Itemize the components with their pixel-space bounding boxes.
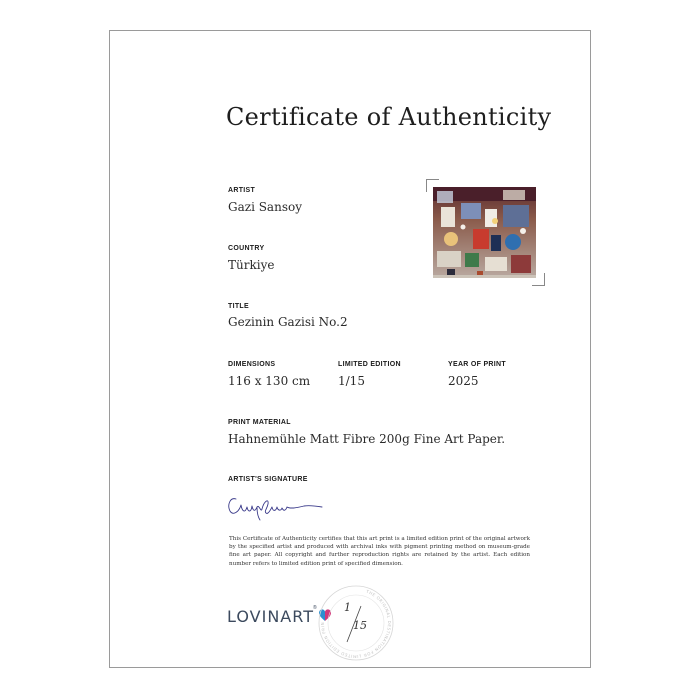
country-value: Türkiye	[228, 258, 275, 272]
certificate-disclaimer: This Certificate of Authenticity certifies that this art print is a limited edition print of the original artwork by the specified artist and produced with archival inks with pigment printing method on museum-grade fine art paper. All copyright and further reproduction rights are retained by the artist. Each edition number refers to limited edition print of specified dimension.	[229, 536, 530, 567]
country-label: COUNTRY	[228, 245, 265, 252]
title-label: TITLE	[228, 303, 249, 310]
print-material-label: PRINT MATERIAL	[228, 419, 291, 426]
artist-label: ARTIST	[228, 187, 256, 194]
print-material-value: Hahnemühle Matt Fibre 200g Fine Art Paper.	[228, 432, 506, 446]
brand-name: LOVINART	[227, 606, 314, 626]
stamp-ring-text: THE ORIGINAL DESTINATION FOR LIMITED EDITION PRIN	[319, 588, 393, 660]
artist-signature	[224, 487, 324, 521]
stamp-edition-number: 1	[344, 601, 351, 614]
artwork-thumbnail	[433, 187, 536, 278]
year-of-print-label: YEAR OF PRINT	[448, 361, 506, 368]
registered-mark: ®	[312, 605, 317, 611]
dimensions-value: 116 x 130 cm	[228, 374, 311, 388]
title-value: Gezinin Gazisi No.2	[228, 315, 348, 329]
artwork-thumbnail-frame	[426, 179, 545, 286]
lovinart-logo	[227, 604, 332, 628]
artist-value: Gazi Sansoy	[228, 200, 302, 214]
certificate-card	[109, 30, 591, 668]
certificate-title: Certificate of Authenticity	[226, 103, 552, 131]
limited-edition-value: 1/15	[338, 374, 365, 388]
dimensions-label: DIMENSIONS	[228, 361, 276, 368]
year-of-print-value: 2025	[448, 374, 479, 388]
stamp-edition-total: 15	[353, 619, 367, 632]
limited-edition-label: LIMITED EDITION	[338, 361, 401, 368]
signature-label: ARTIST'S SIGNATURE	[228, 476, 308, 483]
